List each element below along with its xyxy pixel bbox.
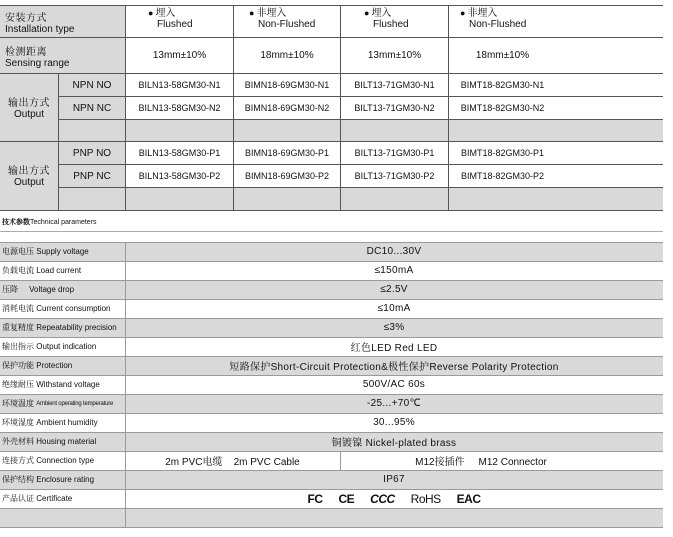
output-type-npn-nc: NPN NC: [72, 102, 112, 114]
rohs-logo-icon: RoHS: [410, 491, 441, 506]
bullet-icon: ●: [460, 8, 466, 18]
spec-row-withstand-voltage: 绝缘耐压 Withstand voltage 500V/AC 60s: [0, 375, 663, 394]
sensing-value-2: 18mm±10%: [260, 50, 314, 61]
heading-divider: [0, 231, 663, 232]
spec-value: 短路保护Short-Circuit Protection&极性保护Reverse Polarity Protection: [229, 362, 559, 373]
output-type-npn-no: NPN NO: [72, 79, 112, 91]
certificate-logos: [125, 489, 663, 508]
spec-row-voltage-drop: 压降 Voltage drop ≤2.5V: [0, 280, 663, 299]
col-header-2: ● 非埋入 Non-Flushed: [249, 8, 316, 30]
sensing-value-3: 13mm±10%: [367, 50, 422, 61]
spec-row-ambient-humidity: 环境湿度 Ambient humidity 30...95%: [0, 413, 663, 432]
spec-value: IP67: [383, 474, 405, 485]
spec-value: ≤150mA: [374, 265, 414, 276]
installation-type-zh: 安装方式: [5, 13, 47, 24]
model-cell: BIMT18-82GM30-N2: [460, 103, 545, 113]
model-cell: BILN13-58GM30-P1: [138, 148, 221, 158]
fc-logo-icon: FC: [307, 491, 323, 506]
sensing-value-1: 13mm±10%: [152, 50, 207, 61]
installation-type-en: Installation type: [5, 24, 75, 35]
model-cell: BIMT18-82GM30-N1: [460, 80, 545, 90]
spec-value: ≤10mA: [377, 303, 411, 314]
connection-connector: M12接插件 M12 Connector: [415, 457, 547, 468]
model-cell: BIMN18-69GM30-N2: [244, 103, 330, 113]
spec-row-repeatability: 重复精度 Repeatability precision ≤3%: [0, 318, 663, 337]
bullet-icon: ●: [249, 8, 255, 18]
model-cell: BILT13-71GM30-N2: [354, 103, 435, 113]
model-cell: BIMT18-82GM30-P1: [460, 148, 545, 158]
sensing-value-4: 18mm±10%: [475, 50, 530, 61]
spec-row-enclosure-rating: 保护结构 Enclosure rating IP67: [0, 470, 663, 489]
output-type-pnp-no: PNP NO: [72, 147, 112, 159]
spec-value: 铜镀镍 Nickel-plated brass: [331, 438, 457, 449]
spec-value: ≤3%: [383, 322, 405, 333]
spec-row-current-consumption: 消耗电流 Current consumption ≤10mA: [0, 299, 663, 318]
col-header-3: ● 埋入 Flushed: [364, 8, 409, 30]
bullet-icon: ●: [148, 8, 154, 18]
tech-params-heading: 技术参数Technical parameters: [2, 219, 97, 226]
spec-value: 500V/AC 60s: [362, 379, 426, 390]
output-label-pnp: 输出方式 Output: [8, 166, 50, 188]
output-label-npn: 输出方式 Output: [8, 98, 50, 120]
spec-value: 30...95%: [373, 417, 415, 428]
col-header-1: ● 埋入 Flushed: [148, 8, 193, 30]
model-cell: BILT13-71GM30-N1: [354, 80, 435, 90]
model-cell: BIMN18-69GM30-N1: [244, 80, 330, 90]
spec-value: -25...+70℃: [367, 398, 421, 409]
spec-value: 红色LED Red LED: [350, 343, 438, 354]
spec-table: [0, 242, 663, 527]
spec-value: ≤2.5V: [380, 284, 408, 295]
spec-row-ambient-temperature: 环境温度 Ambient operating temperature -25...+70℃: [0, 394, 663, 413]
model-cell: BILT13-71GM30-P2: [354, 171, 435, 181]
installation-type-label: [5, 8, 123, 36]
spec-value: DC10...30V: [366, 246, 422, 257]
bullet-icon: ●: [364, 8, 370, 18]
connection-cable: 2m PVC电缆 2m PVC Cable: [165, 457, 300, 468]
spec-row-connection-type: 连接方式 Connection type 2m PVC电缆 2m PVC Cable M12接插件 M12 Connector: [0, 451, 663, 470]
model-cell: BIMN18-69GM30-P2: [244, 171, 330, 181]
spec-row-housing-material: 外壳材料 Housing material 铜镀镍 Nickel-plated brass: [0, 432, 663, 451]
ce-logo-icon: CE: [338, 491, 355, 506]
col-header-4: ● 非埋入 Non-Flushed: [460, 8, 527, 30]
model-cell: BIMN18-69GM30-P1: [244, 148, 330, 158]
model-cell: BILN13-58GM30-N1: [138, 80, 221, 90]
spacer-row-2: [0, 187, 663, 210]
spec-row-certificate: 产品认证 Certificate FC CE CCC RoHS EAC: [0, 489, 663, 508]
model-cell: BIMT18-82GM30-P2: [460, 171, 545, 181]
ccc-logo-icon: CCC: [370, 491, 395, 506]
spec-row-supply-voltage: 电源电压 Supply voltage DC10...30V: [0, 242, 663, 261]
spec-row-output-indication: 输出指示 Output indication 红色LED Red LED: [0, 337, 663, 356]
spec-row-protection: 保护功能 Protection 短路保护Short-Circuit Protection&极性保护Reverse Polarity Protection: [0, 356, 663, 375]
model-cell: BILN13-58GM30-P2: [138, 171, 221, 181]
sensing-range-label: 检测距离 Sensing range: [5, 47, 70, 69]
eac-logo-icon: EAC: [456, 491, 481, 506]
selection-table: [0, 0, 663, 210]
output-type-pnp-nc: PNP NC: [73, 170, 111, 182]
model-cell: BILN13-58GM30-N2: [138, 103, 221, 113]
spec-row-load-current: 负载电流 Load current ≤150mA: [0, 261, 663, 280]
model-cell: BILT13-71GM30-P1: [354, 148, 435, 158]
